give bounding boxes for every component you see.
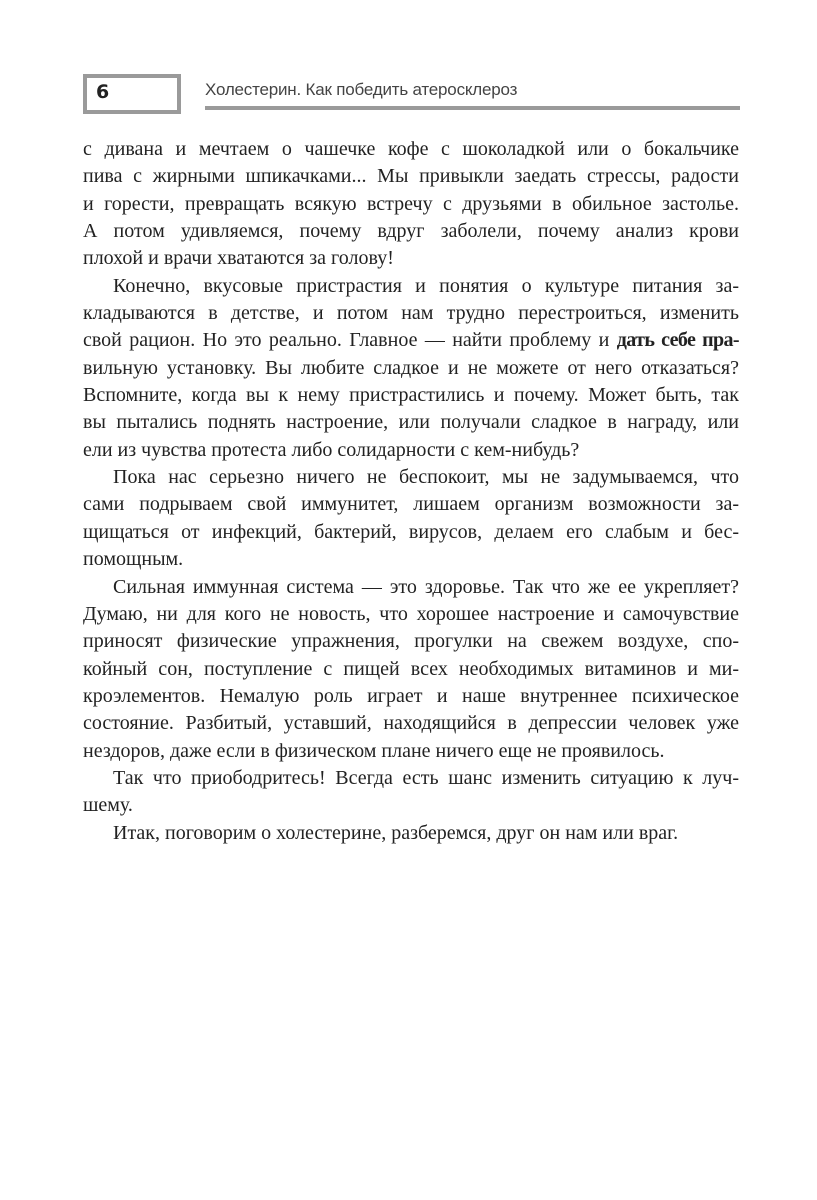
text-line-content: койный сон, поступление с пищей всех необходимых витаминов и ми- bbox=[83, 657, 739, 680]
text-line bbox=[83, 382, 739, 409]
text-line-content: состояние. Разбитый, уставший, находящийся в депрессии человек уже bbox=[83, 712, 739, 735]
text-line bbox=[83, 628, 739, 655]
text-line-content: Сильная иммунная система — это здоровье. Так что же ее укрепляет? bbox=[113, 575, 739, 598]
text-line-content: с дивана и мечтаем о чашечке кофе с шоколадкой или о бокальчике bbox=[83, 138, 739, 160]
text-line-content: и горести, превращать всякую встречу с друзьями в обильное застолье. bbox=[83, 192, 739, 215]
emphasized-text: дать себе пра- bbox=[616, 329, 739, 352]
text-line bbox=[83, 218, 739, 245]
text-line bbox=[83, 574, 739, 601]
text-line-content: Пока нас серьезно ничего не беспокоит, мы не задумываемся, что bbox=[113, 466, 739, 489]
text-line-content: шему. bbox=[83, 794, 133, 817]
text-line-content: сами подрываем свой иммунитет, лишаем организм возможности за- bbox=[83, 493, 739, 516]
body-text bbox=[83, 136, 739, 847]
text-line-content: кладываются в детстве, и потом нам трудно перестроиться, изменить bbox=[83, 302, 739, 325]
text-line bbox=[83, 656, 739, 683]
text-line bbox=[83, 792, 739, 819]
text-line bbox=[83, 738, 739, 765]
text-line bbox=[83, 437, 739, 464]
text-line bbox=[83, 273, 739, 300]
text-line bbox=[83, 409, 739, 436]
text-line-content: Конечно, вкусовые пристрастия и понятия о культуре питания за- bbox=[113, 274, 739, 297]
text-line bbox=[83, 300, 739, 327]
text-line-content: Вспомните, когда вы к нему пристрастились и почему. Может быть, так bbox=[83, 384, 739, 407]
text-line bbox=[83, 519, 739, 546]
text-line-content: кроэлементов. Немалую роль играет и наше внутреннее психическое bbox=[83, 684, 739, 707]
text-line-content: Думаю, ни для кого не новость, что хорошее настроение и самочувствие bbox=[83, 602, 739, 625]
text-line-content: плохой и врачи хватаются за голову! bbox=[83, 247, 394, 270]
text-line bbox=[83, 546, 739, 573]
text-line bbox=[83, 601, 739, 628]
text-line-content: ели из чувства протеста либо солидарности с кем-нибудь? bbox=[83, 438, 580, 461]
page-number-box bbox=[83, 74, 181, 114]
running-title: Холестерин. Как победить атеросклероз bbox=[205, 80, 518, 99]
text-line bbox=[83, 355, 739, 382]
text-line bbox=[83, 710, 739, 737]
text-line-content: Итак, поговорим о холестерине, разберемся, друг он нам или враг. bbox=[113, 821, 679, 844]
text-line-content: щищаться от инфекций, бактерий, вирусов, делаем его слабым и бес- bbox=[83, 520, 739, 543]
text-line-content: вы пытались поднять настроение, или получали сладкое в награду, или bbox=[83, 411, 739, 434]
text-line bbox=[83, 464, 739, 491]
text-line bbox=[83, 163, 739, 190]
text-line bbox=[83, 765, 739, 792]
text-line bbox=[83, 820, 739, 847]
text-line bbox=[83, 683, 739, 710]
text-line bbox=[83, 191, 739, 218]
text-line-content: нездоров, даже если в физическом плане ничего еще не проявилось. bbox=[83, 739, 665, 762]
text-line bbox=[83, 245, 739, 272]
text-line bbox=[83, 327, 739, 354]
text-line-content: помощным. bbox=[83, 548, 184, 571]
text-line bbox=[83, 491, 739, 518]
text-line-content: вильную установку. Вы любите сладкое и не можете от него отказаться? bbox=[83, 356, 739, 379]
text-line-content: приносят физические упражнения, прогулки на свежем воздухе, спо- bbox=[83, 630, 739, 653]
page-number: 6 bbox=[96, 81, 110, 103]
header-rule bbox=[205, 106, 740, 110]
text-line-content: Так что приободритесь! Всегда есть шанс изменить ситуацию к луч- bbox=[113, 766, 739, 789]
text-line-content: А потом удивляемся, почему вдруг заболели, почему анализ крови bbox=[83, 220, 739, 243]
text-line-content: свой рацион. Но это реально. Главное — найти проблему и bbox=[83, 329, 617, 352]
text-line bbox=[83, 136, 739, 163]
text-line-content: пива с жирными шпикачками... Мы привыкли заедать стрессы, радости bbox=[83, 165, 739, 188]
